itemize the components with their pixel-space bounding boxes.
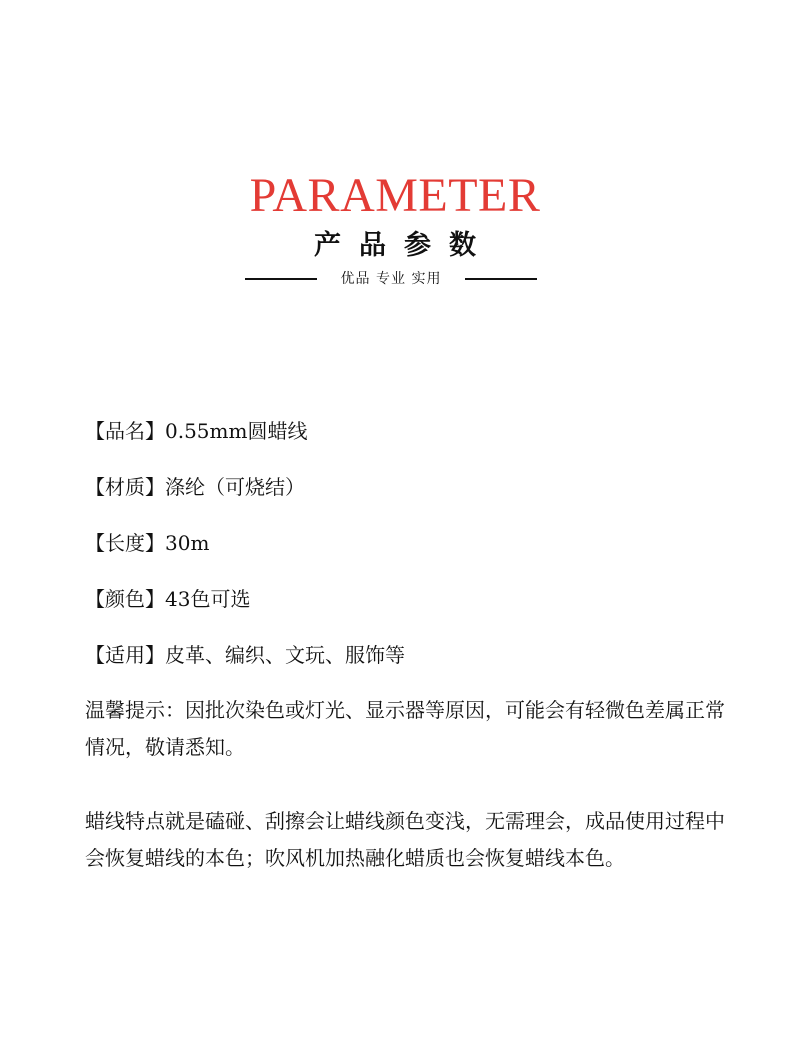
param-row-color [85, 579, 745, 635]
tagline-divider-right [465, 278, 537, 280]
page-title-cn: 产品参数 [314, 230, 494, 261]
tagline-row [245, 266, 537, 292]
care-note: 蜡线特点就是磕碰、刮擦会让蜡线颜色变浅，无需理会，成品使用过程中会恢复蜡线的本色；吹风机加热融化蜡质也会恢复蜡线本色。 [85, 809, 725, 870]
param-label: 【适用】 [85, 643, 165, 667]
param-row-length [85, 523, 745, 579]
param-value: 0.55mm圆蜡线 [165, 419, 308, 443]
param-value: 30m [165, 531, 210, 555]
tagline-divider-left [245, 278, 317, 280]
parameter-list [85, 411, 745, 691]
param-value: 皮革、编织、文玩、服饰等 [165, 643, 405, 667]
param-value: 43色可选 [165, 587, 251, 611]
param-label: 【颜色】 [85, 587, 165, 611]
param-label: 【长度】 [85, 531, 165, 555]
param-row-usage [85, 635, 745, 691]
param-row-material [85, 467, 745, 523]
tagline: 优品 专业 实用 [340, 271, 442, 287]
param-label: 【品名】 [85, 419, 165, 443]
param-label: 【材质】 [85, 475, 165, 499]
param-value: 涤纶（可烧结） [165, 475, 305, 499]
page-title-en: PARAMETER [249, 169, 541, 222]
param-row-name [85, 411, 745, 467]
notes-section [85, 692, 735, 877]
tip-note: 温馨提示：因批次染色或灯光、显示器等原因，可能会有轻微色差属正常情况，敬请悉知。 [85, 698, 725, 759]
